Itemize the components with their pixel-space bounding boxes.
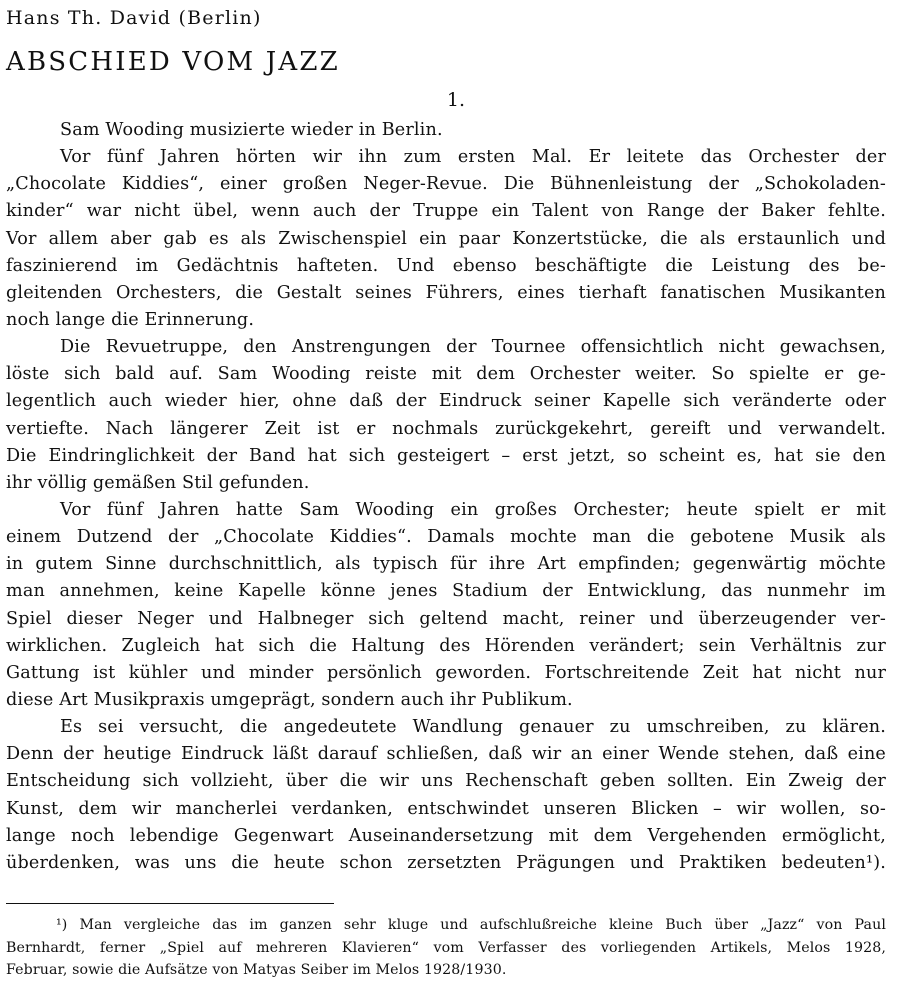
text-line: Sam Wooding musizierte wieder in Berlin. [60,120,443,140]
text-line: kinder“ war nicht übel, wenn auch der Truppe ein Talent von Range der Baker fehlte. [6,201,886,222]
text-line: „Chocolate Kiddies“, einer großen Neger-Revue. Die Bühnenleistung der „Schokoladen- [6,174,886,195]
text-line: einem Dutzend der „Chocolate Kiddies“. Damals mochte man die gebotene Musik als [6,527,886,548]
text-line: Denn der heutige Eindruck läßt darauf schließen, daß wir an einer Wende stehen, daß eine [6,744,886,765]
document-page [6,0,886,991]
text-line: Vor fünf Jahren hatte Sam Wooding ein großes Orchester; heute spielt er mit [60,499,886,520]
text-line: lange noch lebendige Gegenwart Auseinandersetzung mit dem Vergehenden ermöglicht, [6,825,886,846]
article-title: ABSCHIED VOM JAZZ [6,47,340,77]
text-line: Die Revuetruppe, den Anstrengungen der Tournee offensichtlich nicht gewachsen, [60,337,886,358]
footnote-line: ¹) Man vergleiche das im ganzen sehr kluge und aufschlußreiche kleine Buch über „Jazz“ von Paul [56,917,886,933]
text-line: vertiefte. Nach längerer Zeit ist er nochmals zurückgekehrt, gereift und verwandelt. [6,418,886,439]
text-line: legentlich auch wieder hier, ohne daß der Eindruck seiner Kapelle sich veränderte oder [6,391,886,412]
text-line: in gutem Sinne durchschnittlich, als typisch für ihre Art empfinden; gegenwärtig möchte [6,554,886,575]
footnote-divider [6,903,334,904]
text-line: faszinierend im Gedächtnis hafteten. Und ebenso beschäftigte die Leistung des be- [6,255,886,276]
text-line: Entscheidung sich vollzieht, über die wir uns Rechenschaft geben sollten. Ein Zweig der [6,771,886,792]
footnote-line: Februar, sowie die Aufsätze von Matyas Seiber im Melos 1928/1930. [6,962,507,978]
text-line: löste sich bald auf. Sam Wooding reiste mit dem Orchester weiter. So spielte er ge- [6,364,886,385]
author-line: Hans Th. David (Berlin) [6,7,262,29]
text-line: man annehmen, keine Kapelle könne jenes Stadium der Entwicklung, das nunmehr im [6,581,886,602]
text-line: überdenken, was uns die heute schon zersetzten Prägungen und Praktiken bedeuten¹). [6,852,886,873]
footnotes [6,914,886,982]
text-line: Vor allem aber gab es als Zwischenspiel ein paar Konzertstücke, die als erstaunlich und [6,228,886,249]
text-line: wirklichen. Zugleich hat sich die Haltung des Hörenden verändert; sein Verhältnis zur [6,635,886,656]
footnote-line: Bernhardt, ferner „Spiel auf mehreren Klavieren“ vom Verfasser des vorliegenden Artikels, Melos 1928, [6,939,886,956]
text-line: Die Eindringlichkeit der Band hat sich gesteigert – erst jetzt, so scheint es, hat sie den [6,445,886,466]
text-line: Es sei versucht, die angedeutete Wandlung genauer zu umschreiben, zu klären. [60,717,886,738]
body-text [6,117,886,877]
section-number: 1. [446,89,466,111]
text-line: Spiel dieser Neger und Halbneger sich geltend macht, reiner und überzeugender ver- [6,608,886,629]
text-line: Kunst, dem wir mancherlei verdanken, entschwindet unseren Blicken – wir wollen, so- [6,798,886,819]
text-line: ihr völlig gemäßen Stil gefunden. [6,472,310,493]
text-line: gleitenden Orchesters, die Gestalt seines Führers, eines tierhaft fanatischen Musikanten [6,282,886,303]
text-line: Vor fünf Jahren hörten wir ihn zum ersten Mal. Er leitete das Orchester der [60,147,886,168]
text-line: Gattung ist kühler und minder persönlich geworden. Fortschreitende Zeit hat nicht nur [6,662,886,683]
text-line: noch lange die Erinnerung. [6,309,255,330]
text-line: diese Art Musikpraxis umgeprägt, sondern auch ihr Publikum. [6,689,573,710]
